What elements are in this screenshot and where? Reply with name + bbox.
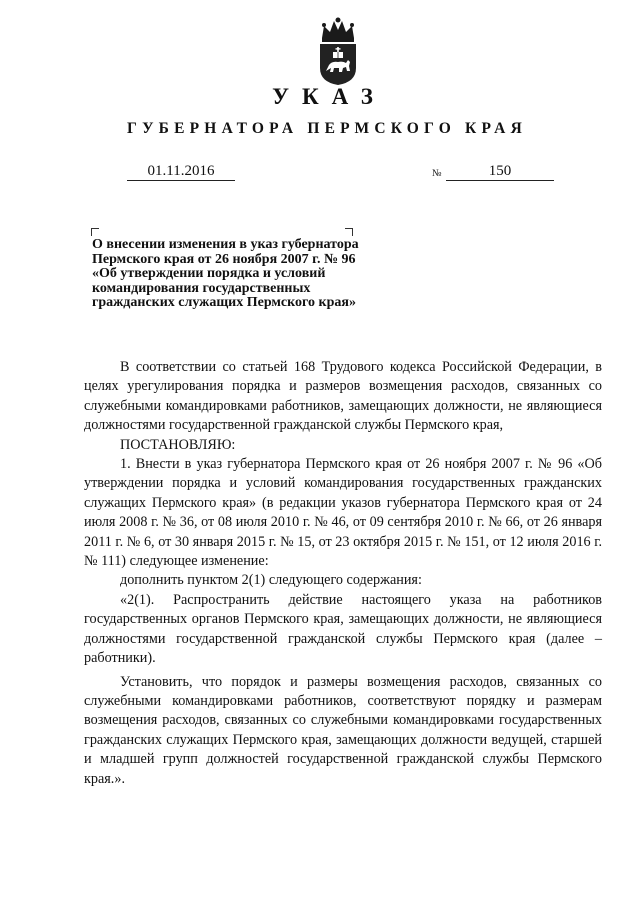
heading-line: гражданских служащих Пермского края» xyxy=(92,295,356,311)
document-number: 150 xyxy=(446,164,554,181)
amendment-text: «2(1). Распространить действие настоящего указа на работников государственных органов Пермского края, замещающих должности, не являющиеся должностями государственной гражданской службы Пермского края (далее – работники). xyxy=(84,591,602,667)
heading-corner-left xyxy=(91,228,99,236)
document-title: УКАЗ xyxy=(272,84,386,109)
document-issuer: ГУБЕРНАТОРА ПЕРМСКОГО КРАЯ xyxy=(127,120,527,137)
document-date: 01.11.2016 xyxy=(127,164,235,181)
heading-line: командирования государственных xyxy=(92,280,311,296)
number-sign: № xyxy=(432,168,442,179)
decree-keyword: ПОСТАНОВЛЯЮ: xyxy=(120,436,236,453)
amendment-intro: дополнить пунктом 2(1) следующего содержания: xyxy=(120,572,422,589)
document-heading xyxy=(92,238,392,311)
preamble-paragraph: В соответствии со статьей 168 Трудового кодекса Российской Федерации, в целях урегулирования порядка и размеров возмещения расходов, связанных со служебными командировками работников, замещающих должности, не являющиеся должностями государственной гражданской службы Пермского края, xyxy=(84,359,602,434)
perm-coat-of-arms-icon xyxy=(316,16,360,86)
clause-1-paragraph: 1. Внести в указ губернатора Пермского края от 26 ноября 2007 г. № 96 «Об утверждении порядка и условий командирования государственных гражданских служащих Пермского края» (в редакции указов губернатора Пермского края от 24 июля 2008 г. № 36, от 08 июля 2010 г. № 46, от 09 сентября 2010 г. № 66, от 26 января 2011 г. № 6, от 30 января 2015 г. № 15, от 23 октября 2015 г. № 151, от 12 июля 2016 г. № 111) следующее изменение: xyxy=(84,456,602,570)
heading-line: О внесении изменения в указ губернатора xyxy=(92,237,359,252)
heading-corner-right xyxy=(345,228,353,236)
heading-line: Пермского края от 26 ноября 2007 г. № 96 xyxy=(92,251,356,267)
amendment-text-continued: Установить, что порядок и размеры возмещения расходов, связанных со служебными командировками работников, соответствуют порядку и размерам возмещения расходов, связанных со служебными командировками государственных гражданских служащих Пермского края, замещающих должности ведущей, старшей и младшей групп должностей государственной гражданской службы Пермского края.». xyxy=(84,673,602,787)
document-body xyxy=(84,358,602,789)
heading-line: «Об утверждении порядка и условий xyxy=(92,266,326,282)
